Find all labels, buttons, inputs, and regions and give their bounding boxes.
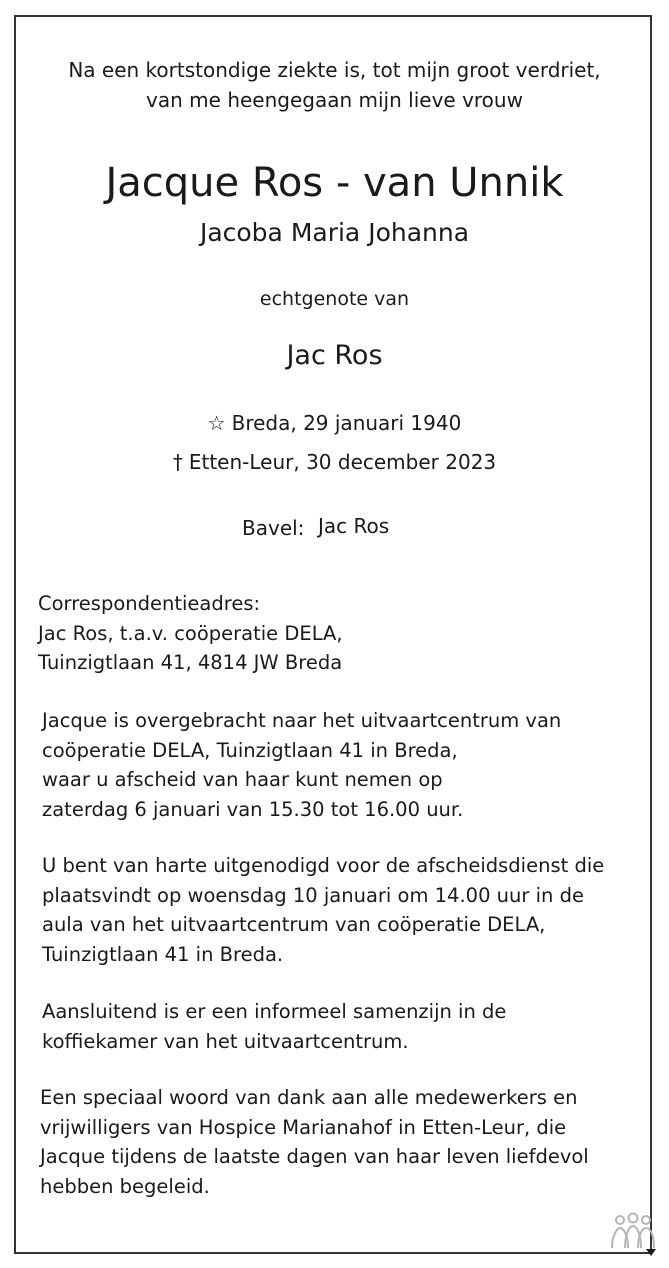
intro-text bbox=[0, 55, 669, 115]
deceased-name: Jacque Ros - van Unnik bbox=[105, 160, 564, 206]
paragraph-line: vrijwilligers van Hospice Marianahof in Etten-Leur, die bbox=[40, 1115, 567, 1139]
intro-line-2: van me heengegaan mijn lieve vrouw bbox=[146, 88, 523, 112]
paragraph-gathering bbox=[42, 997, 506, 1056]
paragraph-line: coöperatie DELA, Tuinzigtlaan 41 in Breda, bbox=[42, 738, 458, 762]
arrow-down-icon bbox=[646, 1249, 656, 1256]
paragraph-service bbox=[42, 851, 604, 969]
correspondence-line-2: Jac Ros, t.a.v. coöperatie DELA, bbox=[38, 621, 343, 645]
people-group-icon bbox=[608, 1212, 658, 1256]
paragraph-viewing bbox=[42, 706, 561, 824]
paragraph-line: zaterdag 6 januari van 15.30 tot 16.00 uur. bbox=[42, 797, 464, 821]
intro-line-1: Na een kortstondige ziekte is, tot mijn groot verdriet, bbox=[68, 58, 601, 82]
correspondence-line-1: Correspondentieadres: bbox=[38, 592, 261, 615]
paragraph-line: hebben begeleid. bbox=[40, 1174, 210, 1198]
paragraph-line: aula van het uitvaartcentrum van coöperatie DELA, bbox=[42, 913, 546, 936]
paragraph-line: koffiekamer van het uitvaartcentrum. bbox=[42, 1029, 409, 1053]
correspondence-address bbox=[38, 589, 343, 678]
paragraph-line: U bent van harte uitgenodigd voor de afscheidsdienst die bbox=[42, 854, 605, 877]
paragraph-line: Jacque is overgebracht naar het uitvaartcentrum van bbox=[42, 709, 562, 732]
death-text: Etten-Leur, 30 december 2023 bbox=[188, 450, 497, 474]
paragraph-line: Jacque tijdens de laatste dagen van haar leven liefdevol bbox=[40, 1145, 589, 1168]
bavel-label: Bavel: bbox=[242, 516, 305, 540]
paragraph-line: Tuinzigtlaan 41 in Breda. bbox=[42, 942, 284, 966]
paragraph-line: plaatsvindt op woensdag 10 januari om 14.00 uur in de bbox=[42, 883, 584, 907]
dagger-icon: † bbox=[172, 450, 183, 474]
correspondence-line-3: Tuinzigtlaan 41, 4814 JW Breda bbox=[38, 651, 343, 674]
birth-line bbox=[0, 409, 669, 437]
paragraph-line: waar u afscheid van haar kunt nemen op bbox=[42, 768, 443, 791]
paragraph-line: Aansluitend is er een informeel samenzijn in de bbox=[42, 1000, 507, 1023]
spouse-name: Jac Ros bbox=[286, 340, 383, 371]
star-icon: ☆ bbox=[207, 411, 226, 435]
relation-text: echtgenote van bbox=[259, 288, 410, 310]
bavel-value: Jac Ros bbox=[318, 514, 390, 538]
birth-text: Breda, 29 januari 1940 bbox=[231, 411, 462, 435]
given-names: Jacoba Maria Johanna bbox=[199, 218, 470, 247]
death-line bbox=[0, 448, 669, 476]
paragraph-line: Een speciaal woord van dank aan alle medewerkers en bbox=[40, 1086, 578, 1109]
paragraph-thanks bbox=[40, 1083, 589, 1201]
